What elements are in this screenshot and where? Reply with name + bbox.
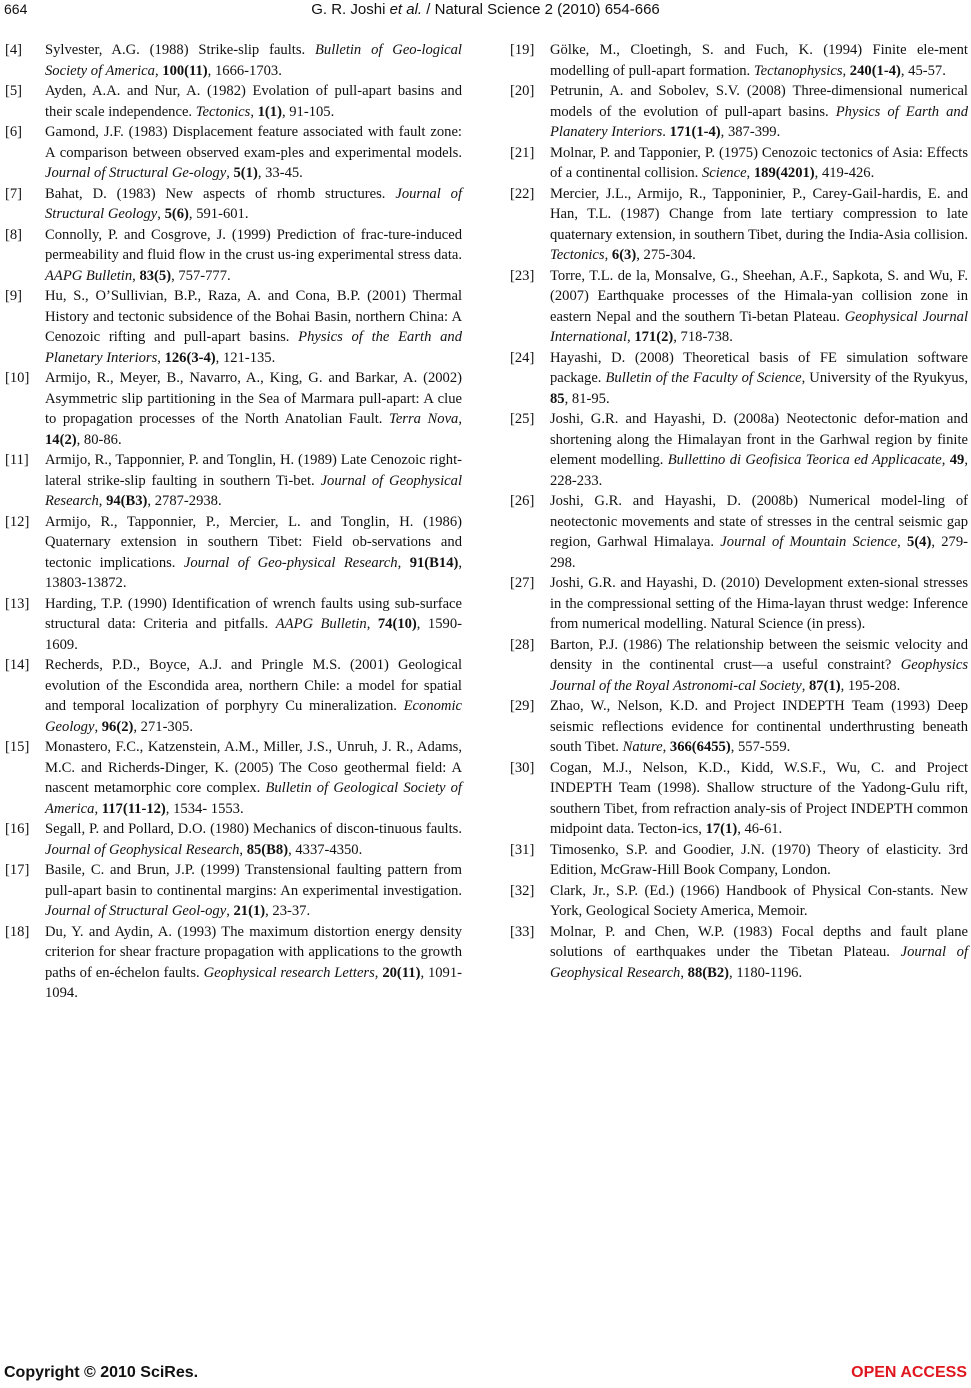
reference-text: Armijo, R., Tapponnier, P., Mercier, L. and Tonglin, H. (1986) Quaternary extension in southern Tibet: Field ob-servations and tectonic implications. bbox=[45, 513, 462, 571]
reference-text: Ayden, A.A. and Nur, A. (1982) Evolation of pull-apart basins and their scale independence. bbox=[45, 83, 462, 120]
reference-text: Du, Y. and Aydin, A. (1993) The maximum distortion energy density criterion for shear fracture propagation with applications to the growth paths of en-échelon faults. bbox=[45, 923, 462, 981]
reference-pages: , 195-208. bbox=[840, 677, 901, 694]
reference-volume: 85(B8) bbox=[246, 841, 289, 858]
reference-volume: 1(1) bbox=[257, 103, 282, 120]
reference-separator: , bbox=[226, 165, 234, 181]
reference-journal: Geophysical Journal International bbox=[550, 308, 968, 345]
reference-number: [15] bbox=[5, 739, 30, 755]
reference-item bbox=[5, 737, 462, 819]
reference-item bbox=[5, 860, 462, 922]
reference-item bbox=[510, 881, 968, 922]
reference-item bbox=[5, 512, 462, 594]
reference-separator: , bbox=[366, 616, 378, 632]
reference-pages: , 228-233. bbox=[550, 452, 968, 489]
reference-volume: 96(2) bbox=[101, 718, 134, 735]
reference-separator: , bbox=[132, 267, 140, 284]
reference-journal: Journal of Structural Ge-ology bbox=[45, 165, 227, 181]
reference-journal: Journal of Mountain Science bbox=[720, 534, 898, 550]
reference-journal: Tectanophysics bbox=[753, 62, 843, 79]
reference-text: Armijo, R., Meyer, B., Navarro, A., King, G. and Barkar, A. (2002) Asymmetric slip partitioning in the Sea of Marmara pull-apart: A clue to propagation processes of the North Anatolian Fault. bbox=[45, 370, 462, 427]
reference-separator: , University of the Ryukyus, bbox=[801, 370, 968, 386]
reference-number: [22] bbox=[510, 185, 535, 202]
reference-item bbox=[510, 635, 968, 697]
reference-number: [28] bbox=[510, 636, 535, 653]
reference-separator: , bbox=[627, 329, 635, 345]
reference-item bbox=[510, 922, 968, 984]
reference-journal: Tectonics bbox=[195, 103, 251, 120]
running-title-authors: G. R. Joshi bbox=[311, 1, 390, 18]
reference-item bbox=[5, 594, 462, 656]
reference-pages: , 81-95. bbox=[564, 390, 610, 407]
reference-number: [32] bbox=[510, 882, 535, 899]
reference-volume: 117(11-12) bbox=[101, 800, 166, 817]
reference-text: Monastero, F.C., Katzenstein, A.M., Miller, J.S., Unruh, J. R., Adams, M.C. and Richerds-Dinger, K. (2005) The Coso geothermal field: A nascent metamorphic core complex. bbox=[45, 739, 462, 796]
reference-text: Petrunin, A. and Sobolev, S.V. (2008) Three-dimensional numerical models of the evolution of pull-apart basins. bbox=[550, 83, 968, 120]
reference-item bbox=[5, 368, 462, 450]
reference-number: [25] bbox=[510, 411, 535, 427]
page-number: 664 bbox=[4, 1, 28, 17]
reference-item bbox=[510, 40, 968, 81]
reference-volume: 5(1) bbox=[233, 165, 258, 181]
reference-number: [6] bbox=[5, 124, 23, 140]
reference-item bbox=[510, 143, 968, 184]
reference-journal: Physics of the Earth and Planetary Interiors bbox=[45, 329, 462, 366]
reference-volume: 87(1) bbox=[809, 677, 841, 694]
reference-number: [11] bbox=[5, 452, 29, 468]
reference-number: [17] bbox=[5, 862, 30, 878]
reference-volume: 100(11) bbox=[162, 62, 208, 79]
reference-item bbox=[510, 348, 968, 410]
reference-separator: , bbox=[98, 493, 107, 509]
reference-item bbox=[5, 225, 462, 287]
reference-separator: , bbox=[941, 452, 950, 468]
reference-number: [4] bbox=[5, 42, 23, 58]
reference-volume: 83(5) bbox=[139, 267, 172, 284]
reference-volume: 366(6455) bbox=[669, 739, 731, 755]
reference-number: [20] bbox=[510, 83, 535, 99]
reference-volume: 94(B3) bbox=[106, 493, 148, 509]
reference-pages: , 275-304. bbox=[636, 247, 696, 263]
reference-text: Segall, P. and Pollard, D.O. (1980) Mechanics of discon-tinuous faults. bbox=[45, 821, 462, 837]
reference-number: [24] bbox=[510, 349, 535, 366]
reference-journal: Geophysics Journal of the Royal Astronomi-cal Society bbox=[550, 657, 968, 694]
reference-number: [29] bbox=[510, 698, 535, 714]
reference-text: Gamond, J.F. (1983) Displacement feature associated with fault zone: A comparison between observed exam-ples and experimental models. bbox=[45, 124, 462, 161]
reference-journal: Journal of Structural Geology bbox=[45, 185, 462, 222]
reference-volume: 171(2) bbox=[634, 329, 674, 345]
reference-separator: , bbox=[680, 964, 688, 981]
reference-pages: , 4337-4350. bbox=[288, 841, 363, 858]
reference-text: Barton, P.J. (1986) The relationship between the seismic velocity and density in the continental crust—a useful constraint? bbox=[550, 636, 968, 673]
reference-number: [8] bbox=[5, 226, 23, 243]
reference-pages: , 591-601. bbox=[188, 206, 249, 222]
reference-item bbox=[5, 286, 462, 368]
reference-number: [7] bbox=[5, 185, 23, 202]
reference-pages: , 279-298. bbox=[550, 534, 968, 571]
reference-text: Molnar, P. and Tapponier, P. (1975) Cenozoic tectonics of Asia: Effects of a continental collision. bbox=[550, 144, 968, 181]
reference-item bbox=[510, 840, 968, 881]
references-right-column bbox=[510, 40, 968, 983]
reference-separator: , bbox=[374, 964, 383, 981]
reference-pages: , 23-37. bbox=[265, 903, 311, 919]
reference-separator: , bbox=[94, 718, 102, 735]
reference-journal: Journal of Geophysical Research bbox=[45, 472, 462, 509]
reference-journal: Geophysical research Letters bbox=[203, 964, 375, 981]
reference-volume: 240(1-4) bbox=[849, 62, 901, 79]
reference-item bbox=[510, 81, 968, 143]
reference-pages: , 1666-1703. bbox=[207, 62, 282, 79]
reference-text: Armijo, R., Tapponnier, P. and Tonglin, H. (1989) Late Cenozoic right-lateral strike-slip faulting in southern Ti-bet. bbox=[45, 452, 462, 489]
reference-journal: Bulletin of the Faculty of Science bbox=[605, 370, 802, 386]
reference-item bbox=[510, 573, 968, 635]
reference-number: [9] bbox=[5, 288, 23, 304]
reference-separator: , bbox=[662, 739, 670, 755]
reference-volume: 5(4) bbox=[907, 534, 932, 550]
reference-separator: . bbox=[662, 124, 670, 140]
reference-pages: , 718-738. bbox=[673, 329, 733, 345]
reference-volume: 49 bbox=[949, 452, 965, 468]
reference-separator: , bbox=[801, 677, 809, 694]
reference-pages: , 387-399. bbox=[720, 124, 781, 140]
reference-pages: , 1091-1094. bbox=[45, 964, 463, 1001]
reference-volume: 74(10) bbox=[377, 616, 417, 632]
reference-item bbox=[5, 122, 462, 184]
reference-number: [30] bbox=[510, 759, 535, 776]
reference-text: Hayashi, D. (2008) Theoretical basis of FE simulation software package. bbox=[550, 349, 968, 386]
reference-item bbox=[510, 266, 968, 348]
reference-number: [5] bbox=[5, 83, 23, 99]
reference-text: Gölke, M., Cloetingh, S. and Fuch, K. (1994) Finite ele-ment modelling of pull-apart formation. bbox=[550, 42, 968, 79]
reference-number: [10] bbox=[5, 370, 30, 386]
reference-pages: , 33-45. bbox=[257, 165, 303, 181]
reference-pages: , 271-305. bbox=[133, 718, 193, 735]
reference-text: Recherds, P.D., Boyce, A.J. and Pringle M.S. (2001) Geological evolution of the Escondida area, northern Chile: a model for spatial and temporal localization of porphyry Cu mineralization. bbox=[45, 657, 462, 714]
reference-journal: Terra Nova bbox=[389, 411, 459, 427]
reference-volume: 171(1-4) bbox=[669, 124, 721, 140]
reference-journal: Journal of Geophysical Research bbox=[550, 944, 968, 981]
reference-item bbox=[5, 450, 462, 512]
reference-volume: 6(3) bbox=[611, 247, 637, 263]
reference-volume: 14(2) bbox=[45, 431, 77, 448]
reference-text: Cogan, M.J., Nelson, K.D., Kidd, W.S.F., Wu, C. and Project INDEPTH Team (1998). Shallow structure of the Yadong-Gulu rift, southern Tibet, from refraction analy-sis of Project INDEPTH common midpoint data. Tecton-ics, bbox=[550, 759, 968, 837]
reference-pages: , 757-777. bbox=[171, 267, 231, 284]
reference-pages: , 46-61. bbox=[737, 821, 783, 837]
reference-volume: 5(6) bbox=[164, 206, 189, 222]
reference-number: [16] bbox=[5, 821, 30, 837]
reference-separator: , bbox=[94, 800, 102, 817]
reference-pages: , 557-559. bbox=[730, 739, 791, 755]
references-left-column bbox=[5, 40, 462, 1004]
reference-text: Joshi, G.R. and Hayashi, D. (2008b) Numerical model-ling of neotectonic movements and state of stresses in the central seismic gap region, Garhwal Himalaya. bbox=[550, 493, 968, 550]
reference-separator: , bbox=[897, 534, 908, 550]
reference-journal: Tectonics bbox=[550, 247, 605, 263]
reference-number: [21] bbox=[510, 144, 535, 161]
reference-journal: Physics of Earth and Planatery Interiors bbox=[550, 103, 969, 140]
copyright-notice: Copyright © 2010 SciRes. bbox=[4, 1364, 199, 1381]
reference-text: Sylvester, A.G. (1988) Strike-slip faults. bbox=[45, 42, 316, 58]
reference-volume: 91(B14) bbox=[409, 554, 459, 571]
reference-separator: , bbox=[157, 349, 165, 366]
reference-pages: , 1180-1196. bbox=[729, 964, 803, 981]
reference-separator: , bbox=[746, 165, 754, 181]
reference-text: Molnar, P. and Chen, W.P. (1983) Focal depths and fault plane solutions of earthquakes under the Tibetan Plateau. bbox=[550, 923, 968, 960]
reference-pages: , 91-105. bbox=[281, 103, 335, 120]
running-title-etal: et al. bbox=[389, 1, 423, 18]
reference-journal: Science bbox=[701, 165, 747, 181]
reference-text: Joshi, G.R. and Hayashi, D. (2010) Development exten-sional stresses in the compressional setting of the Hima-layan thrust wedge: Inference from numerical modelling. Natural Science (in press). bbox=[550, 575, 968, 632]
reference-journal: Journal of Geophysical Research bbox=[45, 841, 240, 858]
reference-volume: 17(1) bbox=[705, 821, 738, 837]
reference-text: Connolly, P. and Cosgrove, J. (1999) Prediction of frac-ture-induced permeability and fluid flow in the crust us-ing experimental stress data. bbox=[45, 226, 462, 263]
reference-text: Harding, T.P. (1990) Identification of wrench faults using sub-surface structural data: Criteria and pitfalls. bbox=[45, 595, 462, 632]
reference-volume: 189(4201) bbox=[753, 165, 815, 181]
reference-text: Basile, C. and Brun, J.P. (1999) Transtensional faulting pattern from pull-apart basin to continental margins: An experimental investigation. bbox=[45, 862, 462, 899]
reference-journal: Bulletin of Geo-logical Society of America bbox=[45, 42, 462, 79]
reference-number: [19] bbox=[510, 42, 535, 58]
running-title-journal: / Natural Science 2 (2010) 654-666 bbox=[422, 1, 660, 18]
reference-item bbox=[510, 696, 968, 758]
reference-volume: 21(1) bbox=[233, 903, 266, 919]
reference-journal: AAPG Bulletin bbox=[275, 616, 367, 632]
reference-item bbox=[510, 758, 968, 840]
reference-pages: , 45-57. bbox=[900, 62, 946, 79]
reference-pages: , 80-86. bbox=[76, 431, 122, 448]
reference-separator: , bbox=[842, 62, 850, 79]
reference-separator: , bbox=[226, 903, 234, 919]
reference-item bbox=[5, 655, 462, 737]
reference-pages: , 2787-2938. bbox=[147, 493, 222, 509]
reference-pages: , 1590-1609. bbox=[45, 616, 462, 653]
reference-item bbox=[5, 81, 462, 122]
reference-item bbox=[5, 40, 462, 81]
reference-text: Timosenko, S.P. and Goodier, J.N. (1970) Theory of elasticity. 3rd Edition, McGraw-Hill Book Company, London. bbox=[550, 841, 968, 878]
reference-separator: , bbox=[250, 103, 258, 120]
open-access-label: OPEN ACCESS bbox=[851, 1364, 967, 1381]
reference-text: Bahat, D. (1983) New aspects of rhomb structures. bbox=[45, 185, 396, 202]
reference-number: [26] bbox=[510, 493, 535, 509]
reference-journal: Economic Geology bbox=[45, 698, 462, 735]
reference-volume: 20(11) bbox=[382, 964, 421, 981]
reference-item bbox=[510, 491, 968, 573]
reference-item bbox=[5, 922, 462, 1004]
reference-pages: , 419-426. bbox=[814, 165, 875, 181]
reference-text: Torre, T.L. de la, Monsalve, G., Sheehan, A.F., Sapkota, S. and Wu, F. (2007) Earthquake processes of the Himala-yan collision zone in eastern Nepal and the southern Ti-betan Plateau. bbox=[550, 267, 968, 325]
reference-number: [23] bbox=[510, 267, 535, 284]
reference-volume: 126(3-4) bbox=[164, 349, 216, 366]
reference-text: Joshi, G.R. and Hayashi, D. (2008a) Neotectonic defor-mation and shortening along the Himalayan front in the Garhwal region by finite element modelling. bbox=[550, 411, 968, 468]
reference-volume: 88(B2) bbox=[687, 964, 730, 981]
reference-journal: AAPG Bulletin bbox=[45, 267, 133, 284]
reference-item bbox=[5, 819, 462, 860]
reference-separator: , bbox=[239, 841, 247, 858]
reference-journal: Journal of Structural Geol-ogy bbox=[45, 903, 227, 919]
reference-number: [18] bbox=[5, 923, 30, 940]
running-title bbox=[0, 1, 971, 18]
reference-separator: , bbox=[458, 411, 462, 427]
reference-number: [12] bbox=[5, 513, 30, 530]
reference-item bbox=[5, 184, 462, 225]
reference-item bbox=[510, 409, 968, 491]
reference-text: Clark, Jr., S.P. (Ed.) (1966) Handbook of Physical Con-stants. New York, Geological Society America, Memoir. bbox=[550, 882, 968, 919]
reference-journal: Journal of Geo-physical Research bbox=[183, 554, 398, 571]
reference-journal: Nature bbox=[622, 739, 663, 755]
reference-journal: Bulletin of Geological Society of America bbox=[45, 780, 462, 817]
reference-text: Hu, S., O’Sullivian, B.P., Raza, A. and Cona, B.P. (2001) Thermal History and tectonic subsidence of the Bohai Basin, northern China: A Cenozoic rifting and pull-apart basins. bbox=[45, 288, 462, 345]
reference-pages: , 1534- 1553. bbox=[165, 800, 244, 817]
reference-separator: , bbox=[604, 247, 612, 263]
reference-separator: , bbox=[397, 554, 410, 571]
reference-pages: , 13803-13872. bbox=[45, 554, 463, 591]
reference-text: Mercier, J.L., Armijo, R., Tapponinier, P., Carey-Gail-hardis, E. and Han, T.L. (1987) Change from late tertiary compression to late quaternary extension, in southern Tibet, during the India-Asia collision. bbox=[550, 185, 968, 243]
reference-pages: , 121-135. bbox=[215, 349, 276, 366]
reference-number: [27] bbox=[510, 575, 535, 591]
reference-number: [13] bbox=[5, 595, 30, 612]
reference-number: [31] bbox=[510, 841, 535, 858]
reference-separator: , bbox=[154, 62, 163, 79]
reference-item bbox=[510, 184, 968, 266]
reference-journal: Bullettino di Geofisica Teorica ed Applicacate bbox=[667, 452, 942, 468]
reference-separator: , bbox=[157, 206, 165, 222]
reference-number: [14] bbox=[5, 657, 30, 673]
reference-volume: 85 bbox=[550, 390, 565, 407]
reference-number: [33] bbox=[510, 923, 535, 940]
reference-text: Zhao, W., Nelson, K.D. and Project INDEPTH Team (1993) Deep seismic reflections evidence for continental underthrusting beneath south Tibet. bbox=[550, 698, 968, 755]
